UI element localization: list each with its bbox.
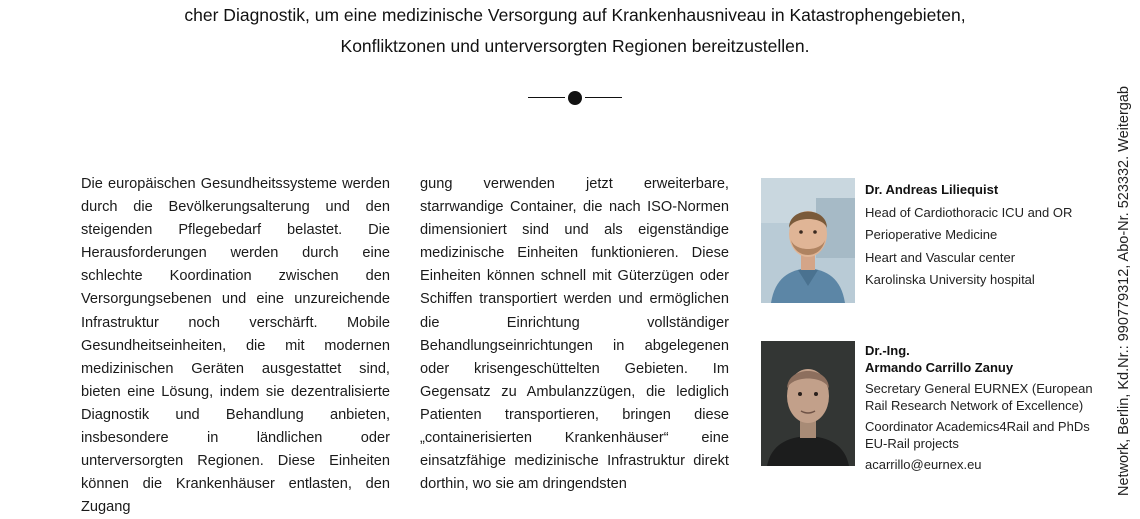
- column-2-text: gung verwenden jetzt erweiterbare, starrwandige Container, die nach ISO-Normen dimensioniert sind und als eigenständige medizinische Einheiten funktionieren. Diese Einheiten können schnell mit Güterzügen oder Schiffen transportiert werden und ermöglichen die Einrichtung vollständiger Behandlungseinrichtungen in abgelegenen oder krisengeschüttelten Gebieten. Im Gegensatz zu Ambulanzzügen, die lediglich Patienten transportieren, bringen diese „containerisierten Krankenhäuser“ eine einsatzfähige medizinische Infrastruktur direkt dorthin, wo sie am dringendsten: [420, 176, 729, 493]
- intro-paragraph: [120, 0, 1030, 62]
- vertical-license-note: [1113, 0, 1139, 500]
- author-center: Heart and Vascular center: [865, 249, 1016, 265]
- author-name: Dr. Andreas Liliequist: [865, 182, 999, 197]
- section-divider: [528, 90, 622, 106]
- author-title: Dr.-Ing.: [865, 343, 910, 358]
- author-projects: Coordinator Academics4Rail and PhDs EU-Rail projects: [865, 419, 1090, 451]
- divider-line-right: [585, 97, 622, 98]
- author-department: Perioperative Medicine: [865, 227, 998, 242]
- author-email: acarrillo@eurnex.eu: [865, 457, 982, 472]
- license-text: Network, Berlin, Kd.Nr.: 990779312, Abo-Nr. 523332. Weitergab: [1116, 85, 1132, 496]
- author-name: Armando Carrillo Zanuy: [865, 360, 1014, 375]
- intro-line-1: cher Diagnostik, um eine medizinische Versorgung auf Krankenhausniveau in Katastrophengebieten,: [184, 5, 966, 25]
- divider-line-left: [528, 97, 565, 98]
- author-photo-liliequist: [761, 178, 855, 303]
- author-info-carrillo: [865, 342, 1095, 473]
- article-column-1: [81, 173, 390, 519]
- intro-line-2: Konfliktzonen und unterversorgten Regionen bereitzustellen.: [340, 36, 810, 56]
- author-photo-carrillo: [761, 341, 855, 466]
- article-column-2: [420, 173, 729, 496]
- author-role: Head of Cardiothoracic ICU and OR: [865, 204, 1073, 220]
- author-institution: Karolinska University hospital: [865, 272, 1035, 287]
- divider-dot: [568, 91, 582, 105]
- author-role: Secretary General EURNEX (European Rail Research Network of Excellence): [865, 381, 1093, 413]
- author-info-liliequist: [865, 179, 1095, 292]
- column-1-text: Die europäischen Gesundheitssysteme werden durch die Bevölkerungsalterung und den steigenden Pflegebedarf belastet. Die Herausforderungen werden durch eine schlechte Koordination zwischen den Versorgungsebenen und eine unzureichende Infrastruktur noch verschärft. Mobile Gesundheitseinheiten, die mit modernen medizinischen Geräten ausgestattet sind, bieten eine Lösung, indem sie dezentralisierte Diagnostik und Behandlung anbieten, insbesondere in ländlichen oder unterversorgten Regionen. Diese Einheiten können die Krankenhäuser entlasten, den Zugang: [81, 176, 390, 516]
